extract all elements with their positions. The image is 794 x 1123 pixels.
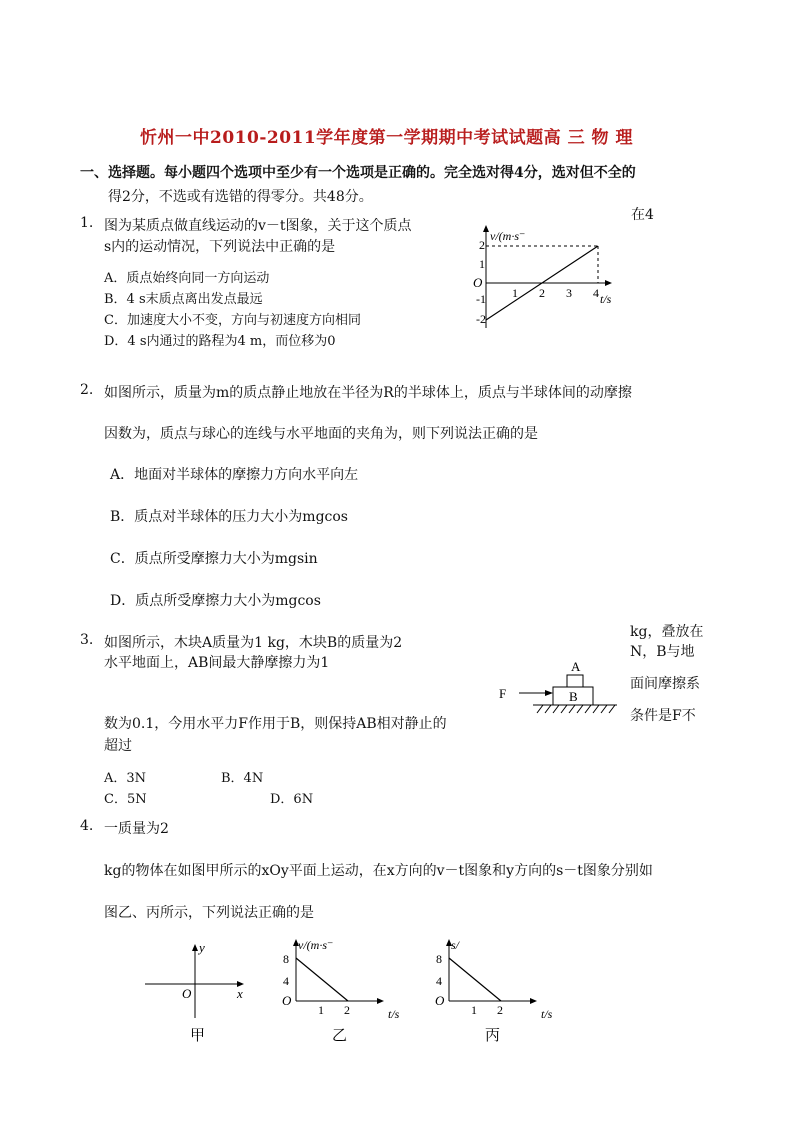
q4-yi-ytick-4: 4 — [283, 974, 289, 988]
q3-block-a-label: A — [571, 659, 581, 674]
section-heading-line2: 得2分，不选或有选错的得零分。共48分。 — [108, 189, 373, 205]
q3-right-line4: 条件是F不 — [630, 708, 696, 724]
q4-bing-x-label: t/s — [541, 1007, 553, 1021]
q2-stem-line2: 因数为，质点与球心的连线与水平地面的夹角为，则下列说法正确的是 — [104, 426, 538, 442]
q4-stem-line2: kg的物体在如图甲所示的xOy平面上运动，在x方向的v－t图象和y方向的s－t图象分别如 — [104, 863, 653, 879]
q2-option-c: C．质点所受摩擦力大小为mgsin — [110, 551, 318, 567]
q4-yi-origin: O — [282, 993, 292, 1008]
q2-option-a: A．地面对半球体的摩擦力方向水平向左 — [110, 467, 359, 483]
q1-stem-line2: s内的运动情况，下列说法中正确的是 — [104, 239, 336, 255]
q2-option-b: B．质点对半球体的压力大小为mgcos — [110, 509, 348, 525]
q4-bing-ytick-4: 4 — [436, 974, 442, 988]
q4-jia-origin: O — [182, 986, 192, 1001]
q4-bing-origin: O — [435, 993, 445, 1008]
q1-origin: O — [473, 275, 483, 290]
q3-stem-line2: 水平地面上，AB间最大静摩擦力为1 — [104, 655, 330, 671]
section-heading-line1: 一、选择题。每小题四个选项中至少有一个选项是正确的。完全选对得4分，选对但不全的 — [80, 165, 636, 181]
q4-graph-bing — [433, 935, 563, 1047]
page-title: 忻州一中2010-2011学年度第一学期期中考试试题高 三 物 理 — [140, 128, 633, 148]
q3-number: 3. — [80, 632, 94, 648]
q3-stem-line4: 超过 — [104, 738, 132, 754]
q1-xtick-4: 4 — [593, 286, 599, 300]
q4-yi-x-label: t/s — [388, 1007, 400, 1021]
q3-block-figure — [495, 655, 625, 720]
q1-side-text: 在4 — [631, 207, 654, 223]
q3-right-line2: N，B与地 — [630, 644, 695, 660]
q3-option-a: A．3N — [104, 771, 147, 786]
q4-yi-xtick-2: 2 — [344, 1003, 350, 1017]
q3-force-label: F — [499, 686, 507, 701]
q4-bing-xtick-2: 2 — [497, 1003, 503, 1017]
q2-option-d: D．质点所受摩擦力大小为mgcos — [110, 593, 321, 609]
q1-ytick-1: 1 — [479, 257, 485, 271]
q4-bing-y-label: s/ — [451, 938, 460, 952]
q3-option-c: C．5N — [104, 792, 147, 807]
q4-yi-xtick-1: 1 — [318, 1003, 324, 1017]
q3-block-b-label: B — [569, 689, 578, 704]
q1-xtick-3: 3 — [566, 286, 572, 300]
q1-number: 1. — [80, 215, 94, 231]
q1-xtick-1: 1 — [512, 286, 518, 300]
q2-number: 2. — [80, 382, 94, 398]
q1-option-b: B．4 s末质点离出发点最远 — [104, 292, 263, 307]
q4-bing-ytick-8: 8 — [436, 952, 442, 966]
q1-ytick-m1: -1 — [476, 292, 486, 306]
q4-stem-line1: 一质量为2 — [104, 821, 169, 837]
q2-stem-line1: 如图所示，质量为m的质点静止地放在半径为R的半球体上，质点与半球体间的动摩擦 — [104, 385, 632, 401]
q4-yi-ytick-8: 8 — [283, 952, 289, 966]
q1-ytick-2: 2 — [479, 238, 485, 252]
q4-graph-jia — [140, 938, 260, 1048]
q4-bing-xtick-1: 1 — [471, 1003, 477, 1017]
q4-jia-x-label: x — [237, 986, 243, 1001]
q3-right-line1: kg，叠放在 — [630, 624, 704, 640]
q4-graph-yi — [280, 935, 410, 1047]
q1-x-label: t/s — [600, 292, 612, 306]
q3-stem-line3: 数为0.1，今用水平力F作用于B，则保持AB相对静止的 — [104, 716, 447, 732]
q3-right-line3: 面间摩擦系 — [630, 676, 700, 692]
q1-xtick-2: 2 — [539, 286, 545, 300]
q1-vt-graph — [470, 222, 620, 337]
q3-stem-line1: 如图所示，木块A质量为1 kg，木块B的质量为2 — [104, 635, 403, 651]
q4-bing-caption: 丙 — [485, 1028, 501, 1044]
q1-option-c: C．加速度大小不变，方向与初速度方向相同 — [104, 313, 361, 328]
q4-jia-y-label: y — [199, 940, 205, 955]
q1-option-a: A．质点始终向同一方向运动 — [104, 271, 270, 286]
q1-ytick-m2: -2 — [476, 312, 486, 326]
q3-option-b: B．4N — [221, 771, 264, 786]
q4-number: 4. — [80, 818, 94, 834]
q3-option-d: D．6N — [270, 792, 314, 807]
q1-option-d: D．4 s内通过的路程为4 m，而位移为0 — [104, 334, 336, 349]
q4-jia-caption: 甲 — [190, 1028, 206, 1044]
q1-stem-line1: 图为某质点做直线运动的v－t图象，关于这个质点 — [104, 218, 412, 234]
q1-y-label: v/(m·s⁻ — [490, 229, 526, 243]
q4-yi-caption: 乙 — [332, 1028, 348, 1044]
q4-stem-line3: 图乙、丙所示，下列说法正确的是 — [104, 905, 314, 921]
q4-yi-y-label: v/(m·s⁻ — [298, 938, 334, 952]
